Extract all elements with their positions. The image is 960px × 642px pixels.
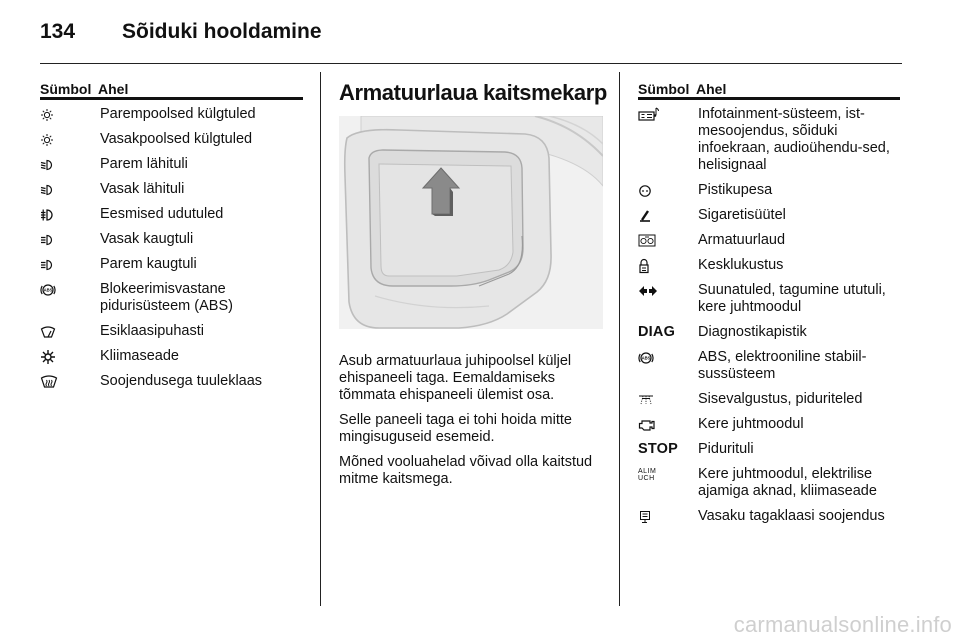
circuit-label: Sigaretisüütel xyxy=(698,207,786,223)
climate-control-icon xyxy=(40,348,100,365)
circuit-label: Kliimaseade xyxy=(100,348,179,364)
table-row xyxy=(40,200,303,225)
column-divider-right xyxy=(619,72,620,606)
circuit-label: Esiklaasipuhasti xyxy=(100,323,204,339)
instrument-panel-icon xyxy=(638,232,698,249)
watermark: carmanualsonline.info xyxy=(733,612,952,637)
symbol-column-header: Sümbol xyxy=(638,81,690,97)
table-row xyxy=(638,435,900,460)
cigarette-lighter-icon xyxy=(638,207,698,224)
circuit-label: Vasaku tagaklaasi soojendus xyxy=(698,508,885,524)
circuit-label: Kere juhtmoodul, elektrilise ajamiga aknad, kliimaseade xyxy=(698,466,877,499)
table-row xyxy=(638,276,900,318)
right-fuse-table xyxy=(638,72,900,527)
circuit-label: Parem kaugtuli xyxy=(100,256,197,272)
body-control-module-icon xyxy=(638,416,698,433)
circuit-label: ABS, elektrooniline stabiil-sussüsteem xyxy=(698,349,867,382)
left-side-light-icon xyxy=(40,131,100,148)
table-row xyxy=(638,176,900,201)
circuit-label: Armatuurlaud xyxy=(698,232,786,248)
table-row xyxy=(40,317,303,342)
stop-label: STOP xyxy=(638,441,679,457)
table-row xyxy=(40,367,303,392)
circuit-label: Blokeerimisvastane pidurisüsteem (ABS) xyxy=(100,281,233,314)
left-fuse-table xyxy=(40,72,303,392)
table-row xyxy=(638,318,900,343)
svg-text:ABS: ABS xyxy=(43,287,53,293)
circuit-label: Pidurituli xyxy=(698,441,754,457)
central-locking-icon xyxy=(638,257,698,274)
table-row xyxy=(40,150,303,175)
table-header xyxy=(40,72,303,100)
symbol-column-header: Sümbol xyxy=(40,81,92,97)
turn-signal-icon xyxy=(638,282,698,299)
right-low-beam-icon xyxy=(40,156,100,173)
circuit-label: Suunatuled, tagumine ututuli, kere juhtmoodul xyxy=(698,282,886,315)
uch-label: UCH xyxy=(638,474,655,482)
circuit-label: Eesmised udutuled xyxy=(100,206,224,222)
alim-label: ALIM xyxy=(638,467,657,475)
circuit-label: Kesklukustus xyxy=(698,257,784,273)
svg-text:ABS: ABS xyxy=(641,355,651,361)
table-header xyxy=(638,72,900,100)
table-row xyxy=(638,226,900,251)
paragraph: Asub armatuurlaua juhipoolsel küljel ehispaneeli taga. Eemaldamiseks tõmmata ehispaneeli ülemist osa. xyxy=(339,353,572,403)
right-high-beam-icon xyxy=(40,256,100,273)
front-fog-light-icon xyxy=(40,206,100,223)
table-row xyxy=(638,251,900,276)
circuit-label: Diagnostikapistik xyxy=(698,324,807,340)
page-header xyxy=(40,20,902,64)
table-row xyxy=(40,225,303,250)
page-title: Sõiduki hooldamine xyxy=(122,20,322,43)
circuit-label: Infotainment-süsteem, ist-mesoojendus, sõiduki infoekraan, audioühendu-sed, helisignaal xyxy=(698,106,890,173)
circuit-label: Sisevalgustus, piduriteled xyxy=(698,391,863,407)
left-low-beam-icon xyxy=(40,181,100,198)
circuit-label: Pistikupesa xyxy=(698,182,773,198)
rear-window-heater-icon xyxy=(638,508,698,525)
circuit-label: Vasak kaugtuli xyxy=(100,231,194,247)
interior-light-icon xyxy=(638,391,698,408)
right-side-light-icon xyxy=(40,106,100,123)
abs-icon xyxy=(40,281,100,298)
table-row xyxy=(638,502,900,527)
circuit-label: Parempoolsed külgtuled xyxy=(100,106,256,122)
paragraph: Mõned vooluahelad võivad olla kaitstud mitme kaitsmega. xyxy=(339,454,593,487)
page-number: 134 xyxy=(40,20,76,43)
abs-icon xyxy=(638,349,698,366)
table-row xyxy=(638,343,900,385)
windshield-wiper-icon xyxy=(40,323,100,340)
table-row xyxy=(638,385,900,410)
heated-washer-icon xyxy=(40,373,100,390)
left-high-beam-icon xyxy=(40,231,100,248)
table-row xyxy=(638,410,900,435)
paragraph: Selle paneeli taga ei tohi hoida mitte mingisuguseid esemeid. xyxy=(339,412,572,445)
circuit-label: Parem lähituli xyxy=(100,156,188,172)
circuit-label: Soojendusega tuuleklaas xyxy=(100,373,263,389)
table-row xyxy=(40,342,303,367)
infotainment-icon xyxy=(638,106,698,123)
table-row xyxy=(40,100,303,125)
circuit-label: Vasak lähituli xyxy=(100,181,185,197)
circuit-label: Vasakpoolsed külgtuled xyxy=(100,131,253,147)
diag-label: DIAG xyxy=(638,324,676,340)
fuse-box-cover-illustration xyxy=(339,116,603,329)
alim-uch-label xyxy=(638,466,698,483)
table-row xyxy=(40,125,303,150)
table-row xyxy=(638,460,900,502)
power-outlet-icon xyxy=(638,182,698,199)
circuit-label: Kere juhtmoodul xyxy=(698,416,804,432)
section-title: Armatuurlaua kaitsmekarp xyxy=(339,80,607,105)
table-row xyxy=(40,275,303,317)
table-row xyxy=(40,175,303,200)
circuit-column-header: Ahel xyxy=(696,81,727,97)
table-row xyxy=(638,201,900,226)
middle-column xyxy=(339,72,607,488)
table-row xyxy=(40,250,303,275)
table-row xyxy=(638,100,900,176)
column-divider-left xyxy=(320,72,321,606)
circuit-column-header: Ahel xyxy=(98,81,129,97)
